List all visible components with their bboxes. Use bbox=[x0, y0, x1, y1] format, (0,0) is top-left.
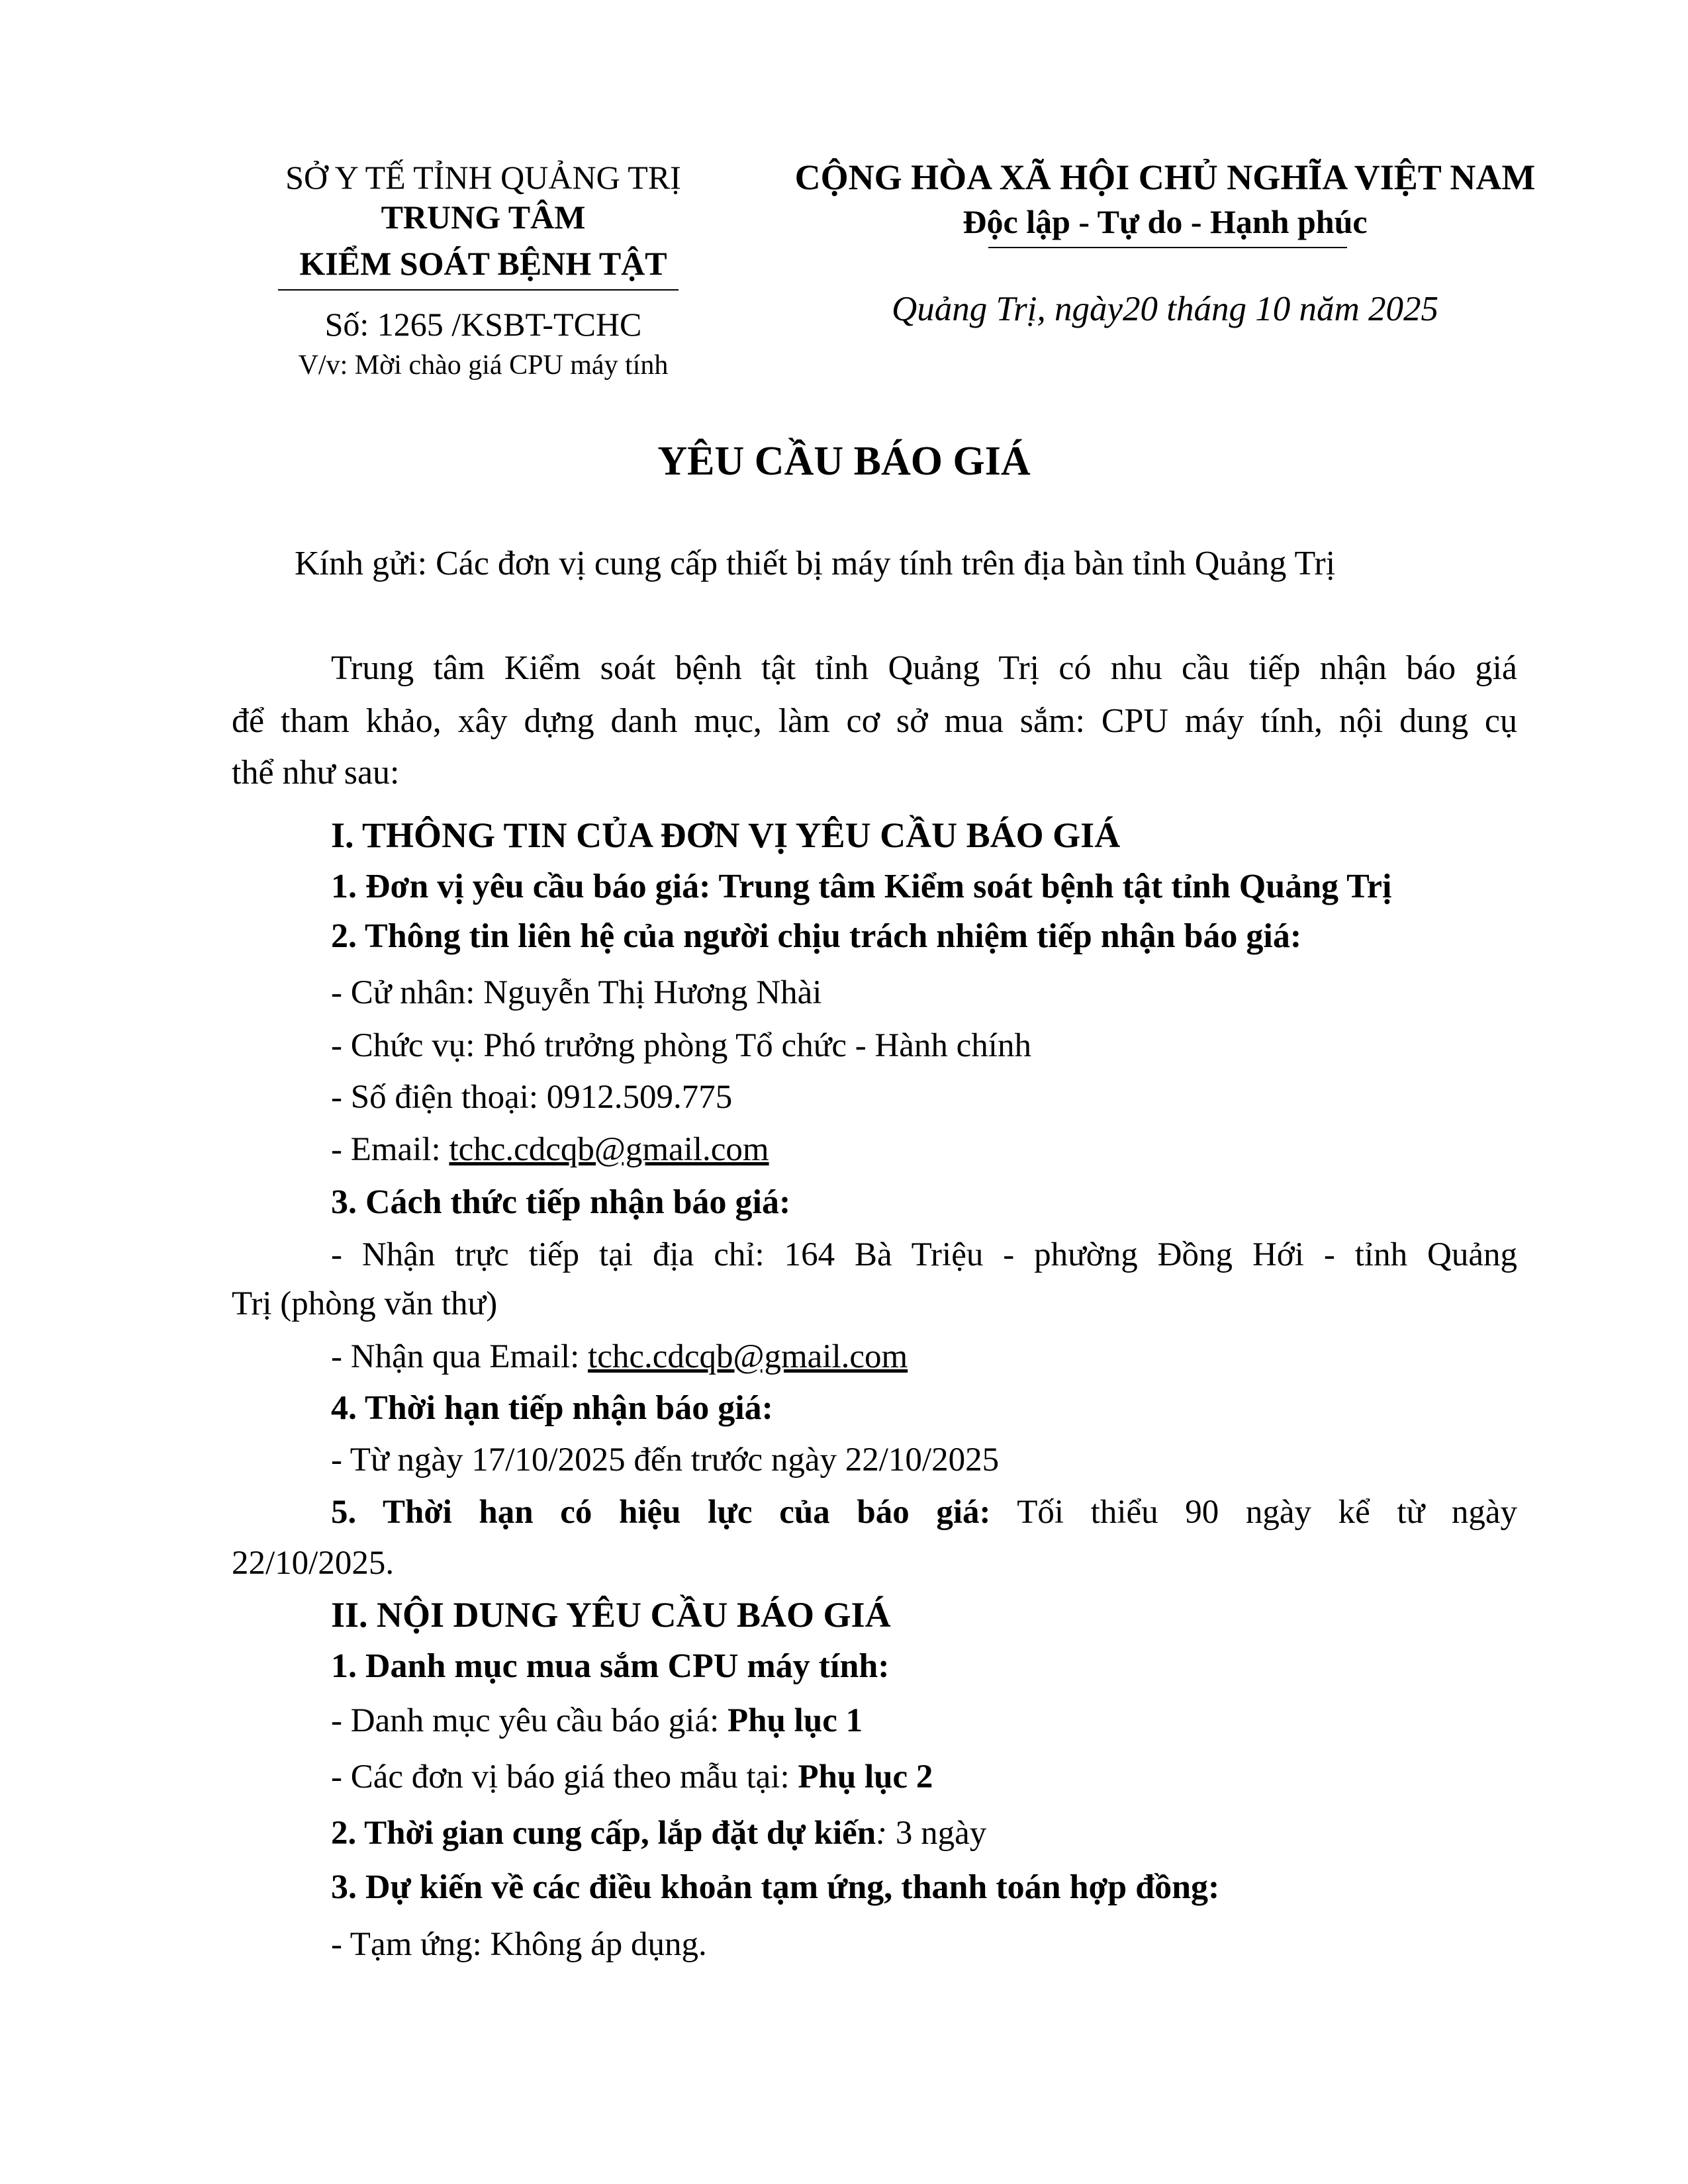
section1-item5-label: 5. Thời hạn có hiệu lực của báo giá: bbox=[331, 1494, 991, 1531]
section2-item2-colon: : bbox=[876, 1815, 888, 1852]
intro-line1: Trung tâm Kiểm soát bệnh tật tỉnh Quảng Trị có nhu cầu tiếp nhận báo giá bbox=[331, 649, 1517, 687]
form-value: Phụ lục 2 bbox=[798, 1758, 933, 1796]
contact-position: - Chức vụ: Phó trưởng phòng Tổ chức - Hành chính bbox=[331, 1027, 1031, 1064]
country-name: CỘNG HÒA XÃ HỘI CHỦ NGHĨA VIỆT NAM bbox=[794, 158, 1536, 197]
document-title: YÊU CẦU BÁO GIÁ bbox=[657, 439, 1031, 484]
agency-underline bbox=[278, 289, 679, 291]
contact-name: - Cử nhân: Nguyễn Thị Hương Nhài bbox=[331, 974, 822, 1011]
list-value: Phụ lục 1 bbox=[727, 1702, 863, 1739]
contact-email-row bbox=[331, 1130, 769, 1169]
receive-email-link[interactable]: tchc.cdcqb@gmail.com bbox=[588, 1338, 908, 1375]
section1-item3: 3. Cách thức tiếp nhận báo giá: bbox=[331, 1183, 791, 1221]
section1-item5-text: Tối thiểu 90 ngày kể từ ngày bbox=[990, 1494, 1517, 1531]
recipient: Kính gửi: Các đơn vị cung cấp thiết bị máy tính trên địa bàn tỉnh Quảng Trị bbox=[295, 545, 1336, 582]
section2-item3: 3. Dự kiến về các điều khoản tạm ứng, thanh toán hợp đồng: bbox=[331, 1868, 1220, 1906]
intro-line3: thể như sau: bbox=[232, 754, 400, 792]
receive-email-label: - Nhận qua Email: bbox=[331, 1338, 588, 1375]
section1-heading: I. THÔNG TIN CỦA ĐƠN VỊ YÊU CẦU BÁO GIÁ bbox=[331, 815, 1121, 855]
section2-item2-row bbox=[331, 1813, 986, 1853]
section2-heading: II. NỘI DUNG YÊU CẦU BÁO GIÁ bbox=[331, 1595, 891, 1635]
agency-name-line2: KIỂM SOÁT BỆNH TẬT bbox=[299, 245, 667, 282]
section1-item5-row bbox=[331, 1492, 1517, 1532]
contact-email-label: - Email: bbox=[331, 1131, 449, 1168]
document-number: Số: 1265 /KSBT-TCHC bbox=[324, 306, 642, 343]
agency-parent: SỞ Y TẾ TỈNH QUẢNG TRỊ bbox=[285, 159, 681, 196]
list-label: - Danh mục yêu cầu báo giá: bbox=[331, 1702, 728, 1739]
document-subject: V/v: Mời chào giá CPU máy tính bbox=[298, 350, 669, 381]
advance-payment: - Tạm ứng: Không áp dụng. bbox=[331, 1926, 707, 1963]
section1-item4: 4. Thời hạn tiếp nhận báo giá: bbox=[331, 1389, 773, 1427]
motto: Độc lập - Tự do - Hạnh phúc bbox=[962, 203, 1368, 240]
agency-name-line1: TRUNG TÂM bbox=[381, 199, 586, 236]
receive-direct-line1: - Nhận trực tiếp tại địa chỉ: 164 Bà Triệu - phường Đồng Hới - tỉnh Quảng bbox=[331, 1236, 1517, 1273]
motto-underline bbox=[988, 247, 1347, 248]
section2-item1: 1. Danh mục mua sắm CPU máy tính: bbox=[331, 1647, 890, 1685]
deadline: - Từ ngày 17/10/2025 đến trước ngày 22/10/2025 bbox=[331, 1441, 1000, 1479]
section1-item5-line2: 22/10/2025. bbox=[232, 1545, 395, 1582]
form-row bbox=[331, 1757, 933, 1797]
receive-direct-line2: Trị (phòng văn thư) bbox=[232, 1285, 498, 1322]
form-label: - Các đơn vị báo giá theo mẫu tại: bbox=[331, 1758, 798, 1796]
contact-phone: - Số điện thoại: 0912.509.775 bbox=[331, 1079, 733, 1116]
section2-item2-value: 3 ngày bbox=[887, 1815, 987, 1852]
receive-email-row bbox=[331, 1337, 908, 1377]
place-date: Quảng Trị, ngày20 tháng 10 năm 2025 bbox=[892, 290, 1438, 328]
section1-item2: 2. Thông tin liên hệ của người chịu trách nhiệm tiếp nhận báo giá: bbox=[331, 917, 1302, 955]
intro-line2: để tham khảo, xây dựng danh mục, làm cơ sở mua sắm: CPU máy tính, nội dung cụ bbox=[232, 702, 1517, 740]
contact-email-link[interactable]: tchc.cdcqb@gmail.com bbox=[449, 1131, 769, 1168]
section1-item1: 1. Đơn vị yêu cầu báo giá: Trung tâm Kiểm soát bệnh tật tỉnh Quảng Trị bbox=[331, 868, 1392, 905]
section2-item2-label: 2. Thời gian cung cấp, lắp đặt dự kiến bbox=[331, 1815, 876, 1852]
list-row bbox=[331, 1701, 863, 1741]
